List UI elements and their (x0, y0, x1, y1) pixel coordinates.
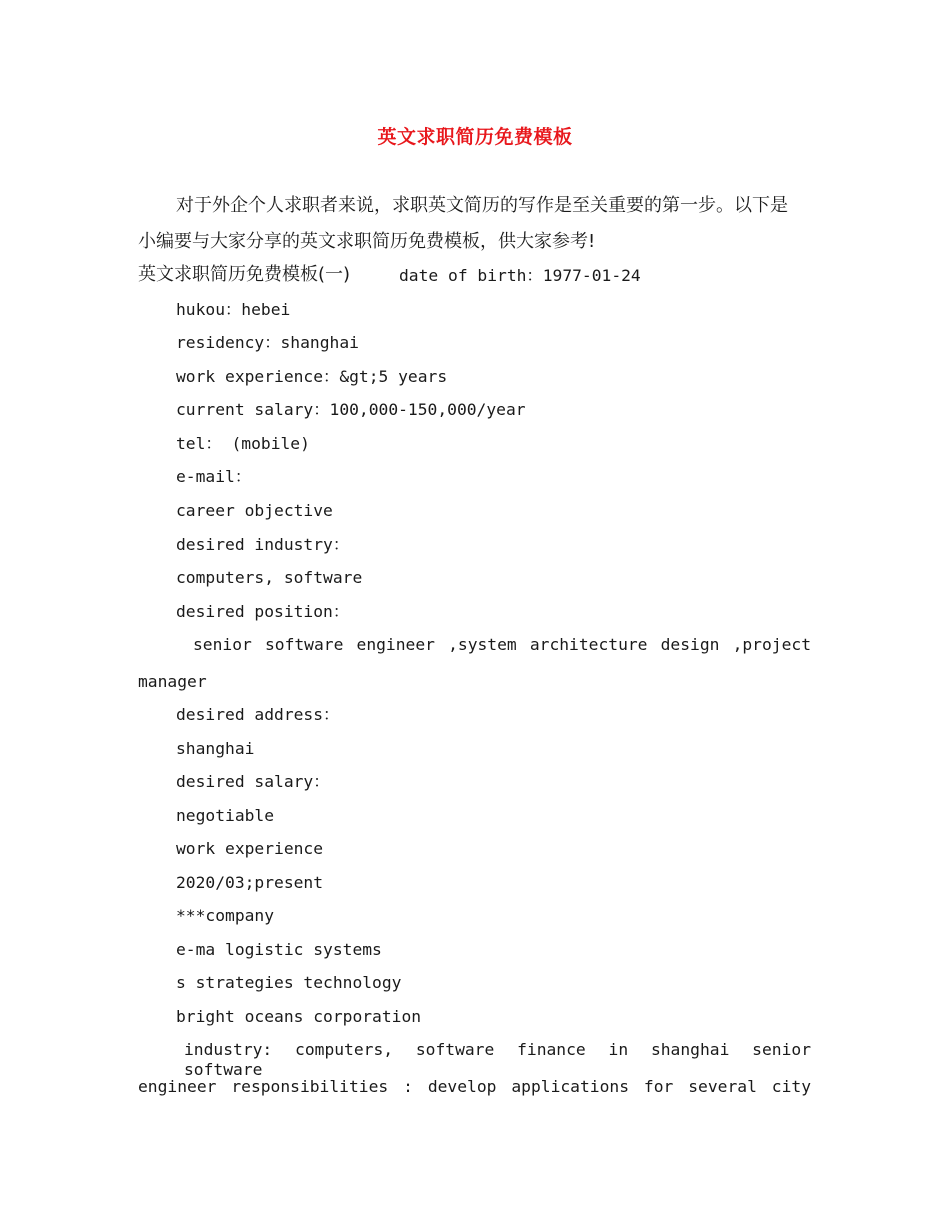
industry-line-1: industry: computers, software finance in shanghai senior software (184, 1040, 811, 1079)
industry-line-2: engineer responsibilities : develop applications for several city (138, 1077, 811, 1096)
work-experience-line: work experience：&gt;5 years (176, 367, 448, 386)
desired-industry-line: desired industry： (176, 535, 350, 554)
bright-oceans-line: bright oceans corporation (176, 1007, 422, 1026)
date-range-line: 2020/03;present (176, 873, 324, 892)
industry-value-line: computers, software (176, 568, 363, 587)
date-of-birth: date of birth：1977-01-24 (399, 266, 641, 285)
intro-line-2: 小编要与大家分享的英文求职简历免费模板，供大家参考! (138, 231, 596, 252)
desired-position-line: desired position： (176, 602, 350, 621)
intro-line-1: 对于外企个人求职者来说，求职英文简历的写作是至关重要的第一步。以下是 (176, 195, 788, 216)
current-salary-line: current salary：100,000-150,000/year (176, 400, 526, 419)
work-experience-heading: work experience (176, 839, 324, 858)
tel-line: tel： (mobile) (176, 434, 310, 453)
hukou-line: hukou：hebei (176, 300, 291, 319)
residency-line: residency：shanghai (176, 333, 359, 352)
position-line-2: manager (138, 672, 207, 691)
desired-salary-line: desired salary： (176, 772, 330, 791)
address-value-line: shanghai (176, 739, 255, 758)
salary-value-line: negotiable (176, 806, 275, 825)
company-line: ***company (176, 906, 275, 925)
template-heading: 英文求职简历免费模板(一) (138, 264, 351, 285)
desired-address-line: desired address： (176, 705, 340, 724)
logistic-line: e-ma logistic systems (176, 940, 382, 959)
email-line: e-mail： (176, 467, 252, 486)
document-title: 英文求职简历免费模板 (377, 126, 573, 148)
position-line-1: senior software engineer ,system architecture design ,project (193, 635, 811, 654)
career-objective-line: career objective (176, 501, 333, 520)
strategies-line: s strategies technology (176, 973, 402, 992)
